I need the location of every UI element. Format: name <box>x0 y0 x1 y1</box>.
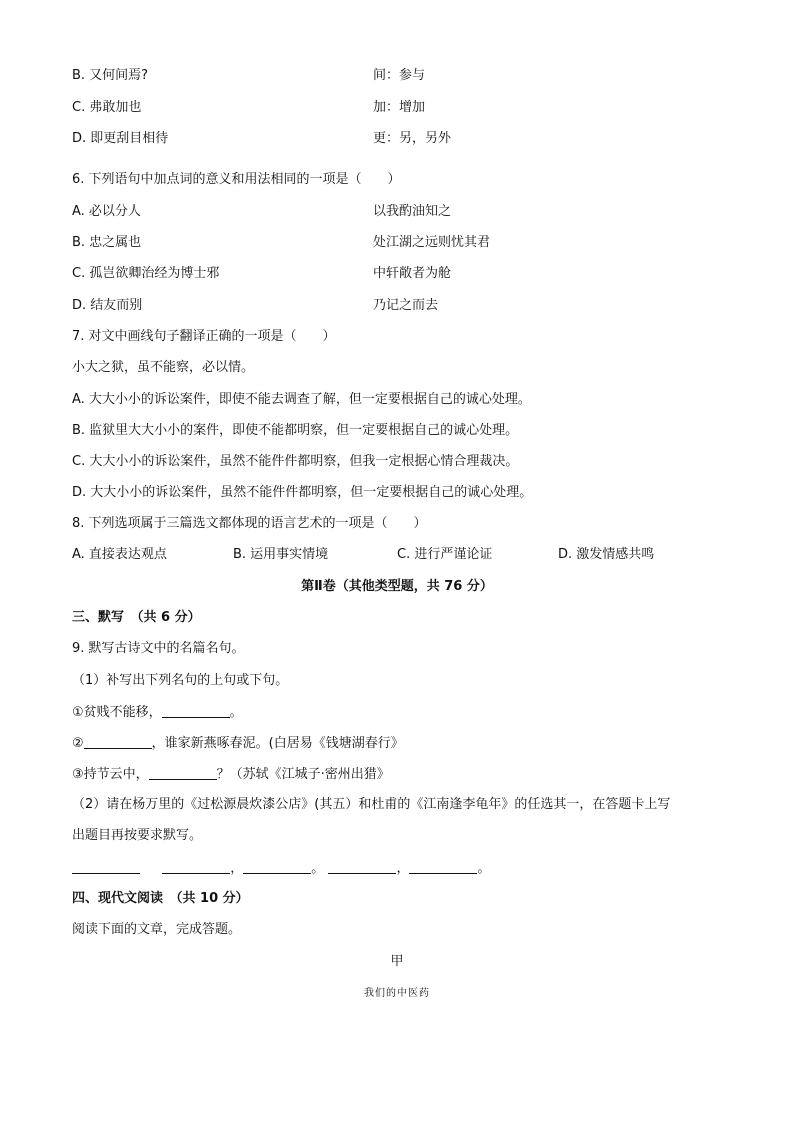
q9-item3-blank[interactable] <box>149 765 217 780</box>
q9-item2-text: ，谁家新燕啄春泥。(白居易《钱塘湖春行》 <box>151 736 404 751</box>
q9-item3-end: ？（苏轼《江城子·密州出猎》 <box>216 767 390 782</box>
q9-sub2-line2: 出题目再按要求默写。 <box>72 828 203 843</box>
q9-sub1: （1）补写出下列名句的上句或下句。 <box>72 673 289 688</box>
q6-option-b-right: 处江湖之远则忧其君 <box>373 235 491 250</box>
q7-stem: 7. 对文中画线句子翻译正确的一项是（ ） <box>72 329 336 344</box>
section3-heading: 三、默写 （共 6 分） <box>72 610 201 625</box>
q9-item1 <box>72 703 243 722</box>
section4-heading: 四、现代文阅读 （共 10 分） <box>72 891 249 906</box>
q6-option-d-right: 乃记之而去 <box>373 298 439 313</box>
q8-option-c: C. 进行严谨论证 <box>397 547 493 562</box>
text-label-jia: 甲 <box>390 954 404 969</box>
q9-item1-text: ①贫贱不能移， <box>72 705 162 720</box>
q9-item1-end: 。 <box>229 705 243 720</box>
q6-option-b <box>72 234 491 252</box>
q7-option-d: D. 大大小小的诉讼案件，虽然不能件件都明察，但一定要根据自己的诚心处理。 <box>72 485 533 500</box>
q8-option-d: D. 激发情感共鸣 <box>558 547 655 562</box>
q7-option-b: B. 监狱里大大小小的案件，即使不能都明察，但一定要根据自己的诚心处理。 <box>72 423 519 438</box>
punct-comma-1: ， <box>230 861 244 876</box>
q7-option-a: A. 大大小小的诉讼案件，即使不能去调查了解，但一定要根据自己的诚心处理。 <box>72 392 531 407</box>
q8-option-b: B. 运用事实情境 <box>233 547 329 562</box>
q6-option-c <box>72 265 452 283</box>
q9-item2-num: ② <box>72 736 84 751</box>
q5-option-c-sentence: C. 弗敢加也 <box>72 100 142 115</box>
q6-option-a-right: 以我酌油知之 <box>373 204 452 219</box>
q7-option-c: C. 大大小小的诉讼案件，虽然不能件件都明察，但我一定根据心情合理裁决。 <box>72 454 519 469</box>
q9-item3 <box>72 765 390 784</box>
punct-period-2: 。 <box>477 861 491 876</box>
q6-option-a <box>72 203 452 221</box>
q9-answer-blanks <box>72 859 490 878</box>
q6-option-d-left: D. 结友而别 <box>72 298 143 313</box>
q5-option-b-gloss: 间：参与 <box>373 68 426 83</box>
q5-option-d-sentence: D. 即更刮目相待 <box>72 131 169 146</box>
q8-stem: 8. 下列选项属于三篇选文都体现的语言艺术的一项是（ ） <box>72 516 427 531</box>
q8-options <box>72 546 732 564</box>
q6-option-c-left: C. 孤岂欲卿治经为博士邪 <box>72 266 220 281</box>
q6-option-d <box>72 297 439 315</box>
answer-blank-5[interactable] <box>409 859 477 874</box>
q7-quote: 小大之狱，虽不能察，必以情。 <box>72 360 255 375</box>
q5-option-c <box>72 99 426 117</box>
answer-blank-1[interactable] <box>72 859 140 874</box>
answer-blank-2[interactable] <box>162 859 230 874</box>
article-title: 我们的中医药 <box>364 988 430 999</box>
q9-item2 <box>72 734 404 753</box>
q9-sub2-line1: （2）请在杨万里的《过松源晨炊漆公店》(其五）和杜甫的《江南逢李龟年》的任选其一，在答题卡上写 <box>72 797 671 812</box>
q6-stem: 6. 下列语句中加点词的意义和用法相同的一项是（ ） <box>72 172 401 187</box>
q5-option-c-gloss: 加：增加 <box>373 100 426 115</box>
punct-comma-2: ， <box>396 861 410 876</box>
q8-option-a: A. 直接表达观点 <box>72 547 167 562</box>
q5-option-b-sentence: B. 又何间焉? <box>72 68 149 83</box>
q5-option-b <box>72 67 426 85</box>
section4-instruction: 阅读下面的文章，完成答题。 <box>72 922 242 937</box>
q5-option-d <box>72 130 452 148</box>
answer-blank-4[interactable] <box>328 859 396 874</box>
q6-option-c-right: 中轩敞者为舱 <box>373 266 452 281</box>
q9-item1-blank[interactable] <box>162 703 230 718</box>
part2-title: 第Ⅱ卷（其他类型题，共 76 分） <box>301 579 493 594</box>
q9-item3-text: ③持节云中， <box>72 767 149 782</box>
q6-option-b-left: B. 忠之属也 <box>72 235 142 250</box>
punct-period-1: 。 <box>311 861 325 876</box>
q5-option-d-gloss: 更：另，另外 <box>373 131 452 146</box>
answer-blank-3[interactable] <box>243 859 311 874</box>
q6-option-a-left: A. 必以分人 <box>72 204 141 219</box>
q9-stem: 9. 默写古诗文中的名篇名句。 <box>72 641 245 656</box>
q9-item2-blank[interactable] <box>84 734 152 749</box>
